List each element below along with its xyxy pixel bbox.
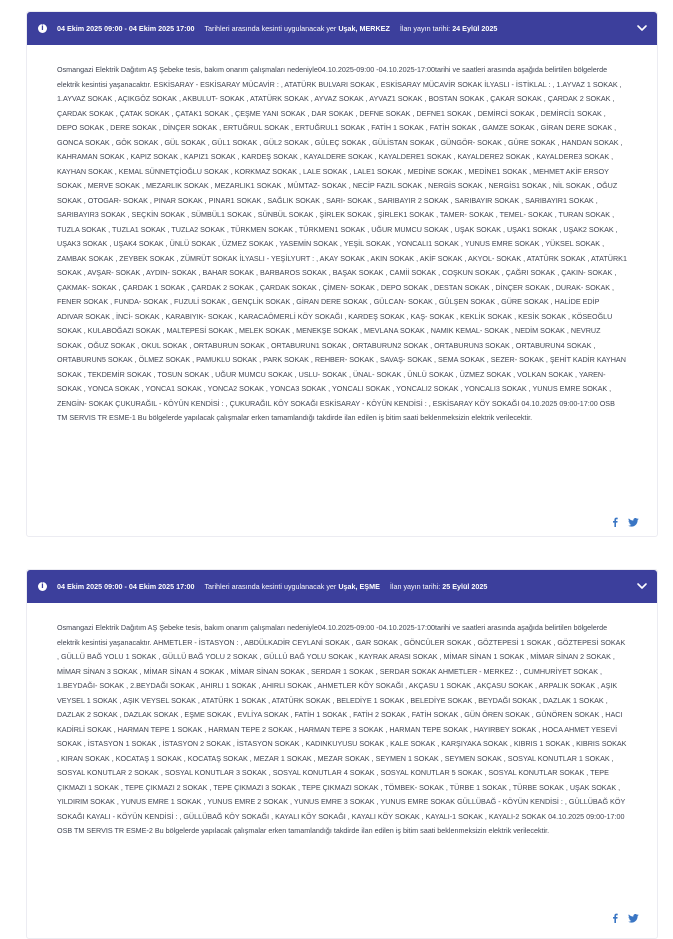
outage-card-header[interactable]: [27, 12, 657, 45]
outage-location-line: [204, 24, 389, 33]
outage-published-label: İlan yayın tarihi:: [389, 582, 441, 591]
outage-published-date: 24 Eylül 2025: [452, 24, 498, 33]
outage-location-line: [204, 582, 379, 591]
share-buttons: [612, 517, 639, 527]
twitter-icon[interactable]: [628, 914, 639, 923]
outage-location-label: Tarihleri arasında kesinti uygulanacak yer: [204, 582, 337, 591]
share-buttons: [612, 913, 639, 923]
outage-location-label: Tarihleri arasında kesinti uygulanacak yer: [204, 24, 337, 33]
outage-card-header[interactable]: [27, 570, 657, 603]
info-icon: i: [38, 24, 47, 33]
chevron-down-icon[interactable]: [635, 21, 649, 35]
outage-location: Uşak, EŞME: [338, 582, 380, 591]
outage-card-2: [26, 569, 658, 939]
twitter-icon[interactable]: [628, 518, 639, 527]
chevron-down-icon[interactable]: [635, 579, 649, 593]
outage-description: Osmangazi Elektrik Dağıtım AŞ Şebeke tesis, bakım onarım çalışmaları nedeniyle04.10.2025-09:00 -04.10.2025-17:00tarihi ve saatleri arasında aşağıda belirtilen bölgelerde elektrik kesintisi yaşanacaktır. ESKİSARAY - ESKİSARAY MÜCAVİR : , ATATÜRK BULVARI SOKAK , ESKİSARAY MÜCAVİR SOKAK İLYASLI - İSTİKLAL : , 1.AYVAZ 1 SOKAK , 1.AYVAZ SOKAK , AÇIKGÖZ SOKAK , AKBULUT- SOKAK , ATATÜRK SOKAK , AYVAZ SOKAK , AYVAZ1 SOKAK , BOSTAN SOKAK , ÇAKAR SOKAK , ÇARDAK 2 SOKAK , ÇARDAK SOKAK , ÇATAK SOKAK , ÇATAK1 SOKAK , ÇEŞME YANI SOKAK , DAR SOKAK , DEFNE SOKAK , DEFNE1 SOKAK , DEMİRCİ SOKAK , DEMİRCİ1 SOKAK , DEPO SOKAK , DERE SOKAK , DİNÇER SOKAK , ERTUĞRUL SOKAK , ERTUĞRUL1 SOKAK , FATİH 1 SOKAK , FATİH SOKAK , GAMZE SOKAK , GİRAN DERE SOKAK , GONCA SOKAK , GÖK SOKAK , GÜL SOKAK , GÜL1 SOKAK , GÜL2 SOKAK , GÜLEÇ SOKAK , GÜLİSTAN SOKAK , GÜNGÖR- SOKAK , GÜRE SOKAK , HANDAN SOKAK , KAHRAMAN SOKAK , KAPIZ SOKAK , KAPIZ1 SOKAK , KARDEŞ SOKAK , KAYALDERE SOKAK , KAYALDERE1 SOKAK , KAYALDERE2 SOKAK , KAYALDERE3 SOKAK , KAYHAN SOKAK , KEMAL SÜNNETÇİOĞLU SOKAK , KORKMAZ SOKAK , LALE SOKAK , LALE1 SOKAK , MEDİNE SOKAK , MEDİNE1 SOKAK , MEHMET AKİF ERSOY SOKAK , MERVE SOKAK , MEZARLIK SOKAK , MEZARLIK1 SOKAK , MÜMTAZ- SOKAK , NECİP FAZIL SOKAK , NERGİS SOKAK , NERGİS1 SOKAK , NİL SOKAK , OĞUZ SOKAK , OTOGAR- SOKAK , PINAR SOKAK , PINAR1 SOKAK , SAĞLIK SOKAK , SARI- SOKAK , SARIBAYIR 2 SOKAK , SARIBAYIR SOKAK , SARIBAYIR1 SOKAK , SARIBAYIR3 SOKAK , SEÇKİN SOKAK , SÜMBÜL1 SOKAK , SÜNBÜL SOKAK , ŞİRLEK SOKAK , ŞİRLEK1 SOKAK , TAMER- SOKAK , TEMEL- SOKAK , TURAN SOKAK , TUZLA SOKAK , TUZLA1 SOKAK , TUZLA2 SOKAK , TÜRKMEN SOKAK , TÜRKMEN1 SOKAK , UĞUR MUMCU SOKAK , UŞAK SOKAK , UŞAK1 SOKAK , UŞAK2 SOKAK , UŞAK3 SOKAK , UŞAK4 SOKAK , ÜNLÜ SOKAK , ÜZMEZ SOKAK , YASEMİN SOKAK , YEŞİL SOKAK , YONCALI1 SOKAK , YUNUS EMRE SOKAK , YÜKSEL SOKAK , ZAMBAK SOKAK , ZEYBEK SOKAK , ZÜMRÜT SOKAK İLYASLI - YEŞİLYURT : , AKAY SOKAK , AKIN SOKAK , AKİF SOKAK , AKYOL- SOKAK , ATATÜRK SOKAK , ATATÜRK1 SOKAK , AVŞAR- SOKAK , AYDIN- SOKAK , BAHAR SOKAK , BARBAROS SOKAK , BAŞAK SOKAK , CAMİİ SOKAK , COŞKUN SOKAK , ÇAĞRI SOKAK , ÇAKIN- SOKAK , ÇAKMAK- SOKAK , ÇARDAK 1 SOKAK , ÇARDAK 2 SOKAK , ÇARDAK SOKAK , ÇİMEN- SOKAK , DEPO SOKAK , DESTAN SOKAK , DİNÇER SOKAK , DURAK- SOKAK , FENER SOKAK , FUNDA- SOKAK , FUZULİ SOKAK , GENÇLİK SOKAK , GİRAN DERE SOKAK , GÜLCAN- SOKAK , GÜLŞEN SOKAK , GÜRE SOKAK , HALİDE EDİP ADIVAR SOKAK , İNCİ- SOKAK , KARABIYIK- SOKAK , KARACAÖMERLİ KÖY SOKAĞI , KARDEŞ SOKAK , KAŞ- SOKAK , KEKLİK SOKAK , KESİK SOKAK , KÖSEOĞLU SOKAK , KULABOĞAZI SOKAK , MALTEPESİ SOKAK , MELEK SOKAK , MENEKŞE SOKAK , MEVLANA SOKAK , NAMIK KEMAL- SOKAK , NEDİM SOKAK , NEVRUZ SOKAK , OĞUZ SOKAK , OKUL SOKAK , ORTABURUN SOKAK , ORTABURUN1 SOKAK , ORTABURUN2 SOKAK , ORTABURUN3 SOKAK , ORTABURUN4 SOKAK , ORTABURUN5 SOKAK , ÖLMEZ SOKAK , PAMUKLU SOKAK , PARK SOKAK , REHBER- SOKAK , SAVAŞ- SOKAK , SEMA SOKAK , SEZER- SOKAK , ŞEHİT KADİR KAYHAN SOKAK , TEKDEMİR SOKAK , TOSUN SOKAK , UĞUR MUMCU SOKAK , USLU- SOKAK , ÜNAL- SOKAK , ÜNLÜ SOKAK , ÜZMEZ SOKAK , VOLKAN SOKAK , YAREN- SOKAK , YONCA SOKAK , YONCA1 SOKAK , YONCA2 SOKAK , YONCA3 SOKAK , YONCALI SOKAK , YONCALI2 SOKAK , YONCALI3 SOKAK , YUNUS EMRE SOKAK , ZENGİN- SOKAK ÇUKURAĞIL - KÖYÜN KENDİSİ : , ÇUKURAĞIL KÖY SOKAĞI ESKİSARAY - KÖYÜN KENDİSİ : , ESKİSARAY KÖY SOKAĞI 04.10.2025 09:00-17:00 OSB TM SERVIS TR ESME-1 Bu bölgelerde yapılacak çalışmalar erken tamamlandığı takdirde ilan edilen iş bitim saati beklenmeksizin elektrik verilecektir.: [57, 65, 627, 422]
facebook-icon[interactable]: [612, 517, 618, 527]
outage-published-line: [400, 24, 498, 33]
outage-published-line: [390, 582, 488, 591]
info-icon: i: [38, 582, 47, 591]
outage-published-label: İlan yayın tarihi:: [399, 24, 451, 33]
outage-dates: 04 Ekim 2025 09:00 - 04 Ekim 2025 17:00: [57, 582, 195, 591]
outage-published-date: 25 Eylül 2025: [442, 582, 488, 591]
outage-description: Osmangazi Elektrik Dağıtım AŞ Şebeke tesis, bakım onarım çalışmaları nedeniyle04.10.2025-09:00 -04.10.2025-17:00tarihi ve saatleri arasında aşağıda belirtilen bölgelerde elektrik kesintisi yaşanacaktır. AHMETLER - İSTASYON : , ABDÜLKADİR CEYLANİ SOKAK , GAR SOKAK , GÖNCÜLER SOKAK , GÖZTEPESİ 1 SOKAK , GÖZTEPESİ SOKAK , GÜLLÜ BAĞ YOLU 1 SOKAK , GÜLLÜ BAĞ YOLU 2 SOKAK , GÜLLÜ BAĞ YOLU SOKAK , KAYRAK ARASI SOKAK , MİMAR SİNAN 1 SOKAK , MİMAR SİNAN 2 SOKAK , MİMAR SİNAN 3 SOKAK , MİMAR SİNAN 4 SOKAK , MİMAR SİNAN SOKAK , SERDAR 1 SOKAK , SERDAR SOKAK AHMETLER - MERKEZ : , CUMHURİYET SOKAK , 1.BEYDAĞI- SOKAK , 2.BEYDAĞI SOKAK , AHIRLI 1 SOKAK , AHIRLI SOKAK , AHMETLER KÖY SOKAĞI , AKÇASU 1 SOKAK , AKÇASU SOKAK , ARPALIK SOKAK , AŞIK VEYSEL 1 SOKAK , AŞIK VEYSEL SOKAK , ATATÜRK 1 SOKAK , ATATÜRK SOKAK , BELEDİYE 1 SOKAK , BELEDİYE SOKAK , BEYDAĞI SOKAK , DAZLAK 1 SOKAK , DAZLAK 2 SOKAK , DAZLAK SOKAK , EŞME SOKAK , EVLİYA SOKAK , FATİH 1 SOKAK , FATİH 2 SOKAK , FATİH SOKAK , GÜN ÖREN SOKAK , GÜNÖREN SOKAK , HACI KADİRLİ SOKAK , HARMAN TEPE 1 SOKAK , HARMAN TEPE 2 SOKAK , HARMAN TEPE 3 SOKAK , HARMAN TEPE SOKAK , HAYIRBEY SOKAK , HOCA AHMET YESEVİ SOKAK , İSTASYON 1 SOKAK , İSTASYON 2 SOKAK , İSTASYON SOKAK , KADINKUYUSU SOKAK , KALE SOKAK , KARŞIYAKA SOKAK , KIBRIS 1 SOKAK , KIBRIS SOKAK , KIRAN SOKAK , KOCATAŞ 1 SOKAK , KOCATAŞ SOKAK , MEZAR 1 SOKAK , MEZAR SOKAK , SEYMEN 1 SOKAK , SEYMEN SOKAK , SOSYAL KONUTLAR 1 SOKAK , SOSYAL KONUTLAR 2 SOKAK , SOSYAL KONUTLAR 3 SOKAK , SOSYAL KONUTLAR 4 SOKAK , SOSYAL KONUTLAR 5 SOKAK , SOSYAL KONUTLAR SOKAK , TEPE ÇIKMAZI 1 SOKAK , TEPE ÇIKMAZI 2 SOKAK , TEPE ÇIKMAZI 3 SOKAK , TEPE ÇIKMAZI SOKAK , TÖMBEK- SOKAK , TÜRBE 1 SOKAK , TÜRBE SOKAK , UŞAK SOKAK , YILDIRIM SOKAK , YUNUS EMRE 1 SOKAK , YUNUS EMRE 2 SOKAK , YUNUS EMRE 3 SOKAK , YUNUS EMRE SOKAK GÜLLÜBAĞ - KÖYÜN KENDİSİ : , GÜLLÜBAĞ KÖY SOKAĞI KAYALI - KÖYÜN KENDİSİ : , GÜLLÜBAĞ KÖY SOKAĞI , KAYALI KÖY SOKAĞI , KAYALI KÖY SOKAK , KAYALI-1 SOKAK , KAYALI-2 SOKAK 04.10.2025 09:00-17:00 OSB TM SERVIS TR ESME-2 Bu bölgelerde yapılacak çalışmalar erken tamamlandığı takdirde ilan edilen iş bitim saati beklenmeksizin elektrik verilecektir.: [57, 623, 627, 835]
outage-location: Uşak, MERKEZ: [338, 24, 390, 33]
outage-card-1: [26, 11, 658, 537]
facebook-icon[interactable]: [612, 913, 618, 923]
outage-dates: 04 Ekim 2025 09:00 - 04 Ekim 2025 17:00: [57, 24, 195, 33]
